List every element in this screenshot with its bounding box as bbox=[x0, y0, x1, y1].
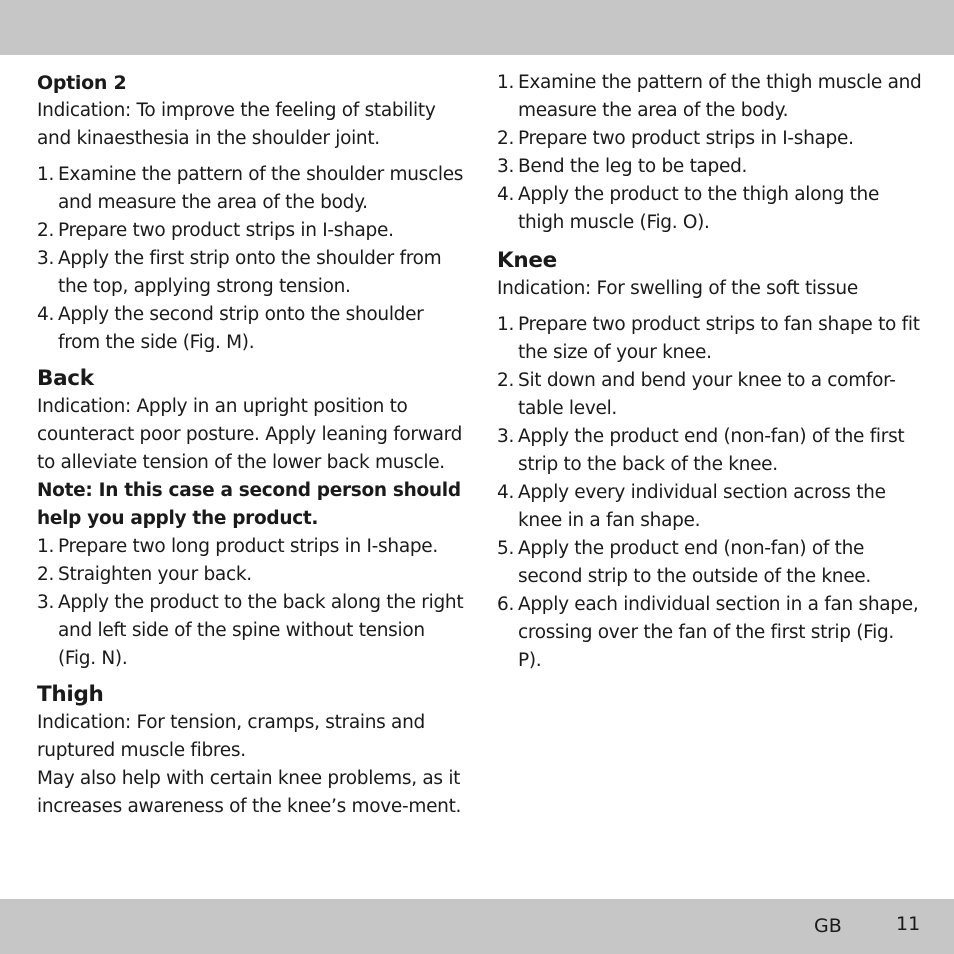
thigh-indication: Indication: For tension, cramps, strains and ruptured muscle fibres. bbox=[37, 712, 425, 761]
list-item bbox=[497, 535, 922, 591]
left-column bbox=[37, 69, 467, 821]
step-number: 3. bbox=[37, 592, 55, 613]
step-text: Bend the leg to be taped. bbox=[518, 156, 748, 177]
step-text: Apply the product end (non-fan) of the second strip to the outside of the knee. bbox=[518, 538, 871, 587]
step-number: 1. bbox=[37, 164, 55, 185]
step-number: 2. bbox=[497, 128, 515, 149]
thigh-extra-note: May also help with certain knee problems, as it increases awareness of the knee’s move-ment. bbox=[37, 768, 462, 817]
list-item bbox=[497, 591, 922, 675]
step-text: Apply every individual section across the knee in a fan shape. bbox=[518, 482, 886, 531]
step-text: Apply the first strip onto the shoulder from the top, applying strong tension. bbox=[58, 248, 442, 297]
step-text: Prepare two product strips in I-shape. bbox=[518, 128, 854, 149]
step-number: 5. bbox=[497, 538, 515, 559]
header-band bbox=[0, 0, 954, 55]
step-number: 4. bbox=[497, 482, 515, 503]
list-item bbox=[37, 245, 467, 301]
language-code: GB bbox=[814, 915, 842, 937]
option-2-indication: Indication: To improve the feeling of stability and kinaesthesia in the shoulder joint. bbox=[37, 100, 436, 149]
back-steps bbox=[37, 533, 467, 673]
list-item bbox=[37, 217, 467, 245]
option-2-heading: Option 2 bbox=[37, 72, 127, 94]
list-item bbox=[497, 69, 922, 125]
back-note: Note: In this case a second person should help you apply the product. bbox=[37, 480, 461, 529]
back-heading: Back bbox=[37, 366, 94, 391]
step-number: 2. bbox=[37, 220, 55, 241]
thigh-steps bbox=[497, 69, 922, 237]
step-text: Apply the product to the thigh along the thigh muscle (Fig. O). bbox=[518, 184, 880, 233]
list-item bbox=[497, 153, 922, 181]
step-number: 6. bbox=[497, 594, 515, 615]
knee-steps bbox=[497, 311, 922, 675]
step-number: 3. bbox=[37, 248, 55, 269]
footer-band bbox=[0, 899, 954, 954]
list-item bbox=[497, 181, 922, 237]
step-text: Straighten your back. bbox=[58, 564, 252, 585]
list-item bbox=[37, 161, 467, 217]
step-text: Examine the pattern of the thigh muscle and measure the area of the body. bbox=[518, 72, 922, 121]
step-number: 3. bbox=[497, 156, 515, 177]
list-item bbox=[37, 561, 467, 589]
step-number: 1. bbox=[37, 536, 55, 557]
thigh-heading: Thigh bbox=[37, 682, 104, 707]
step-text: Prepare two product strips in I-shape. bbox=[58, 220, 394, 241]
step-text: Prepare two product strips to fan shape to fit the size of your knee. bbox=[518, 314, 920, 363]
step-number: 2. bbox=[497, 370, 515, 391]
step-text: Apply the second strip onto the shoulder from the side (Fig. M). bbox=[58, 304, 424, 353]
step-text: Prepare two long product strips in I-shape. bbox=[58, 536, 438, 557]
step-number: 3. bbox=[497, 426, 515, 447]
step-number: 4. bbox=[37, 304, 55, 325]
step-text: Apply each individual section in a fan shape, crossing over the fan of the first strip (Fig. P). bbox=[518, 594, 919, 671]
back-indication: Indication: Apply in an upright position to counteract poor posture. Apply leaning forward to alleviate tension of the lower back muscle. bbox=[37, 396, 463, 473]
list-item bbox=[37, 533, 467, 561]
step-text: Examine the pattern of the shoulder muscles and measure the area of the body. bbox=[58, 164, 464, 213]
step-text: Apply the product to the back along the right and left side of the spine without tension (Fig. N). bbox=[58, 592, 464, 669]
knee-heading: Knee bbox=[497, 248, 557, 273]
option-2-steps bbox=[37, 161, 467, 357]
list-item bbox=[497, 479, 922, 535]
step-text: Sit down and bend your knee to a comfor-table level. bbox=[518, 370, 896, 419]
step-number: 1. bbox=[497, 314, 515, 335]
list-item bbox=[37, 589, 467, 673]
list-item bbox=[497, 125, 922, 153]
step-number: 4. bbox=[497, 184, 515, 205]
knee-indication: Indication: For swelling of the soft tissue bbox=[497, 278, 858, 299]
list-item bbox=[497, 311, 922, 367]
page-number: 11 bbox=[896, 913, 921, 935]
list-item bbox=[37, 301, 467, 357]
list-item bbox=[497, 423, 922, 479]
step-text: Apply the product end (non-fan) of the first strip to the back of the knee. bbox=[518, 426, 905, 475]
right-column bbox=[497, 69, 922, 675]
step-number: 1. bbox=[497, 72, 515, 93]
step-number: 2. bbox=[37, 564, 55, 585]
list-item bbox=[497, 367, 922, 423]
